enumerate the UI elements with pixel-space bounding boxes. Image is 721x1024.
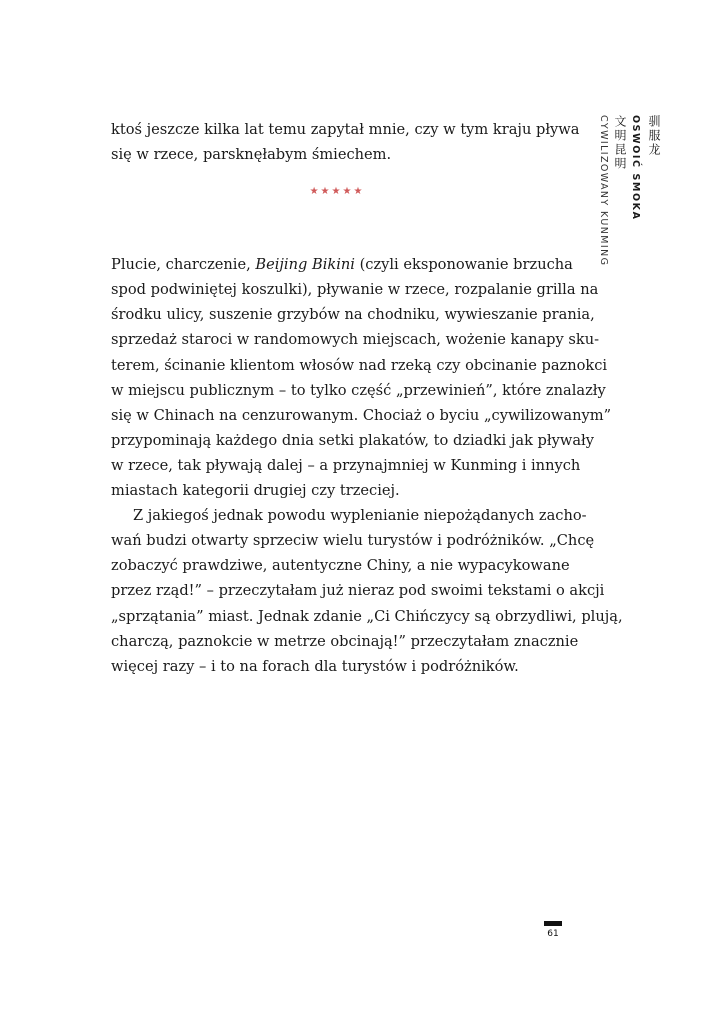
text-line: przez rząd!” – przeczytałam już nieraz pod swoimi tekstami o akcji <box>111 582 605 600</box>
text-line <box>111 252 573 277</box>
text-line: terem, ścinanie klientom włosów nad rzeką czy obcinanie paznokci <box>111 356 608 374</box>
italic-term: Beijing Bikini <box>255 256 355 274</box>
text-line: spod podwiniętej koszulki), pływanie w rzece, rozpalanie grilla na <box>111 281 599 299</box>
chinese-chapter-title: 驯服龙 <box>647 115 661 157</box>
text-line: zobaczyć prawdziwe, autentyczne Chiny, a nie wypacykowane <box>111 557 570 575</box>
text-line: więcej razy – i to na forach dla turystów i podróżników. <box>111 657 519 675</box>
section-title: CYWILIZOWANY KUNMING <box>598 115 609 267</box>
text-line: miastach kategorii drugiej czy trzeciej. <box>111 482 400 500</box>
text-fragment: Plucie, charczenie, <box>111 256 256 274</box>
text-line: przypominają każdego dnia setki plakatów, to dziadki jak pływały <box>111 431 595 449</box>
text-line: w miejscu publicznym – to tylko część „przewinień”, które znalazły <box>111 381 606 399</box>
chapter-title: OSWOIĆ SMOKA <box>630 115 641 221</box>
text-line: sprzedaż staroci w randomowych miejscach, wożenie kanapy sku- <box>111 331 600 349</box>
text-fragment: (czyli eksponowanie brzucha <box>354 256 573 274</box>
section-separator: ★★★★★ <box>309 186 365 198</box>
text-line: Z jakiegoś jednak powodu wyplenianie niepożądanych zacho- <box>133 507 587 525</box>
folio-marker <box>544 921 562 926</box>
text-line: ktoś jeszcze kilka lat temu zapytał mnie, czy w tym kraju pływa <box>111 121 580 138</box>
text-line: się w Chinach na cenzurowanym. Chociaż o byciu „cywilizowanym” <box>111 406 612 424</box>
text-line: w rzece, tak pływają dalej – a przynajmniej w Kunming i innych <box>111 456 581 474</box>
text-line: się w rzece, parsknęłabym śmiechem. <box>111 146 392 164</box>
text-line: „sprzątania” miast. Jednak zdanie „Ci Chińczycy są obrzydliwi, plują, <box>111 607 623 625</box>
text-line: wań budzi otwarty sprzeciw wielu turystów i podróżników. „Chcę <box>111 532 595 550</box>
text-line: charczą, paznokcie w metrze obcinają!” przeczytałam znacznie <box>111 632 579 650</box>
chinese-section-title: 文明昆明 <box>613 115 627 171</box>
page-number: 61 <box>547 929 559 939</box>
text-line: środku ulicy, suszenie grzybów na chodniku, wywieszanie prania, <box>111 306 595 324</box>
